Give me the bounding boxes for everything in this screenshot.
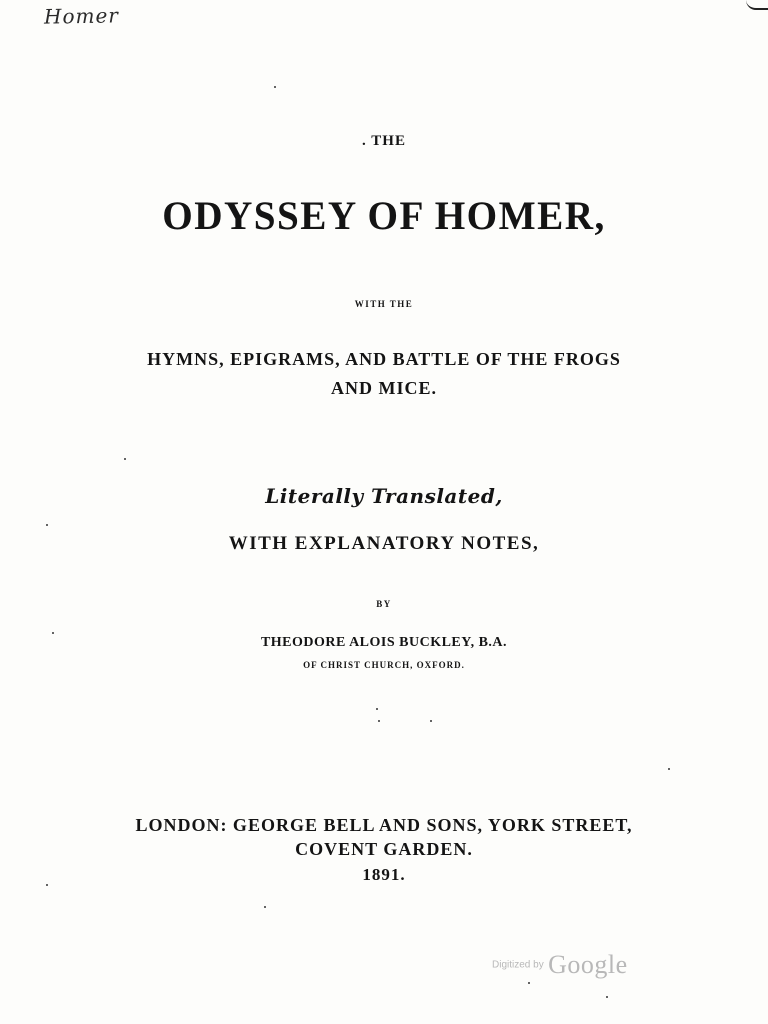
paper-speck [52, 632, 54, 634]
imprint-line-1: LONDON: GEORGE BELL AND SONS, YORK STREET, [135, 815, 633, 835]
paper-speck [378, 720, 380, 722]
paper-speck [46, 524, 48, 526]
digitized-watermark [492, 950, 628, 980]
watermark-prefix: Digitized by [492, 959, 544, 971]
book-title: ODYSSEY OF HOMER, [162, 193, 606, 238]
publication-year: 1891. [362, 865, 406, 884]
paper-speck [668, 768, 670, 770]
paper-speck [46, 884, 48, 886]
paper-speck [430, 720, 432, 722]
imprint-line-2: COVENT GARDEN. [295, 839, 473, 859]
handwritten-annotation: Homer [43, 3, 120, 29]
explanatory-notes: WITH EXPLANATORY NOTES, [228, 533, 540, 554]
watermark-brand: Google [548, 950, 628, 979]
paper-speck [274, 86, 276, 88]
title-prefix: . THE [362, 133, 406, 149]
paper-speck [606, 996, 608, 998]
subtitle-line-1: HYMNS, EPIGRAMS, AND BATTLE OF THE FROGS [147, 349, 621, 369]
paper-speck [528, 982, 530, 984]
author-college: OF CHRIST CHURCH, OXFORD. [303, 660, 465, 670]
paper-speck [376, 708, 378, 710]
by-label: BY [376, 599, 392, 609]
title-connector: WITH THE [354, 299, 414, 309]
corner-ink-mark [746, 0, 768, 10]
translation-note: Literally Translated, [265, 484, 503, 508]
author-name: THEODORE ALOIS BUCKLEY, B.A. [260, 635, 508, 650]
paper-speck [264, 906, 266, 908]
subtitle-line-2: AND MICE. [331, 378, 437, 398]
paper-speck [124, 458, 126, 460]
